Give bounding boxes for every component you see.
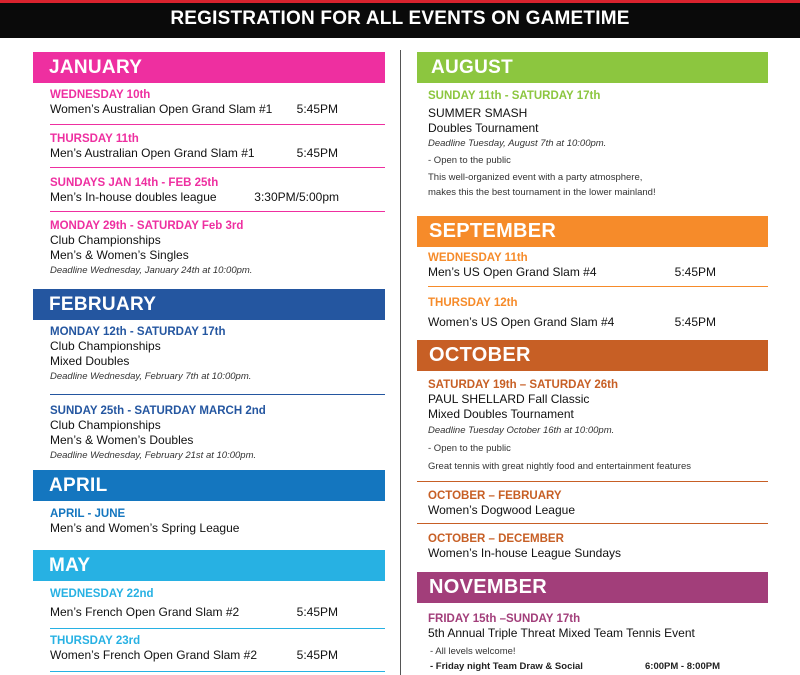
event-line: SUMMER SMASH xyxy=(428,106,528,120)
event-title: Men’s Australian Open Grand Slam #1 xyxy=(50,146,255,160)
event-date: WEDNESDAY 22nd xyxy=(50,588,154,600)
event-line: PAUL SHELLARD Fall Classic xyxy=(428,392,590,406)
event-note: makes this the best tournament in the lower mainland! xyxy=(428,187,656,198)
event-separator xyxy=(428,286,768,287)
event-date: SUNDAY 25th - SATURDAY MARCH 2nd xyxy=(50,405,266,417)
event-title: Men’s US Open Grand Slam #4 xyxy=(428,265,597,279)
event-title: Men’s and Women’s Spring League xyxy=(50,521,240,535)
event-note: - Friday night Team Draw & Social xyxy=(430,661,583,672)
event-title: 5th Annual Triple Threat Mixed Team Tennis Event xyxy=(428,626,695,640)
event-deadline: Deadline Wednesday, February 21st at 10:00pm. xyxy=(50,450,257,461)
event-date: SUNDAYS JAN 14th - FEB 25th xyxy=(50,177,219,189)
event-apr-spring-league xyxy=(33,507,385,536)
event-title: Women’s In-house League Sundays xyxy=(428,546,622,560)
page-title: REGISTRATION FOR ALL EVENTS ON GAMETIME xyxy=(170,8,630,29)
event-date: MONDAY 29th - SATURDAY Feb 3rd xyxy=(50,220,244,232)
event-note: - Open to the public xyxy=(428,443,511,454)
month-header-april: APRIL xyxy=(33,470,385,501)
event-title: Women’s US Open Grand Slam #4 xyxy=(428,315,615,329)
month-header-august: AUGUST xyxy=(417,52,768,83)
event-title: Women’s Australian Open Grand Slam #1 xyxy=(50,102,273,116)
event-feb-doubles xyxy=(33,404,385,463)
event-date: MONDAY 12th - SATURDAY 17th xyxy=(50,326,226,338)
event-time: 5:45PM xyxy=(674,315,716,329)
event-time: 5:45PM xyxy=(296,146,338,160)
event-deadline: Deadline Wednesday, January 24th at 10:00pm. xyxy=(50,265,253,276)
event-separator xyxy=(50,124,385,125)
event-date: SATURDAY 19th – SATURDAY 26th xyxy=(428,379,619,391)
month-header-january: JANUARY xyxy=(33,52,385,83)
event-title: Men’s In-house doubles league xyxy=(50,190,217,204)
event-date: WEDNESDAY 10th xyxy=(50,89,151,101)
event-date: APRIL - JUNE xyxy=(50,508,126,520)
event-separator xyxy=(50,394,385,395)
event-separator xyxy=(417,523,768,524)
event-line: Club Championships xyxy=(50,418,161,432)
top-accent-line xyxy=(0,0,800,3)
month-header-october: OCTOBER xyxy=(417,340,768,371)
month-header-may: MAY xyxy=(33,550,385,581)
event-title: Men’s French Open Grand Slam #2 xyxy=(50,605,240,619)
event-aug-summer-smash xyxy=(417,89,768,200)
event-sep-12 xyxy=(417,296,768,330)
event-time: 5:45PM xyxy=(296,648,338,662)
event-note: - All levels welcome! xyxy=(430,646,516,657)
event-separator xyxy=(417,481,768,482)
event-line: Men’s & Women’s Singles xyxy=(50,248,189,262)
column-divider xyxy=(400,50,401,675)
top-banner xyxy=(0,0,800,38)
event-separator xyxy=(50,628,385,629)
event-date: SUNDAY 11th - SATURDAY 17th xyxy=(428,90,601,102)
event-line: Mixed Doubles xyxy=(50,354,130,368)
event-jan-sundays xyxy=(33,176,385,205)
event-may-22 xyxy=(33,587,385,620)
month-header-february: FEBRUARY xyxy=(33,289,385,320)
event-time: 5:45PM xyxy=(674,265,716,279)
event-jan-10 xyxy=(33,88,385,117)
event-date: THURSDAY 23rd xyxy=(50,635,141,647)
event-jan-11 xyxy=(33,132,385,161)
event-date: THURSDAY 11th xyxy=(50,133,139,145)
event-feb-mixed xyxy=(33,325,385,384)
event-deadline: Deadline Tuesday, August 7th at 10:00pm. xyxy=(428,138,607,149)
event-oct-dogwood xyxy=(417,489,768,518)
event-date: THURSDAY 12th xyxy=(428,297,518,309)
event-sep-11 xyxy=(417,251,768,280)
event-line: Doubles Tournament xyxy=(428,121,539,135)
event-time: 3:30PM/5:00pm xyxy=(254,190,339,204)
event-jan-championships xyxy=(33,219,385,278)
event-title: Women’s French Open Grand Slam #2 xyxy=(50,648,257,662)
event-line: Mixed Doubles Tournament xyxy=(428,407,574,421)
month-header-september: SEPTEMBER xyxy=(417,216,768,247)
event-note: - Open to the public xyxy=(428,155,511,166)
event-oct-in-house xyxy=(417,532,768,561)
event-separator xyxy=(50,671,385,672)
event-oct-fall-classic xyxy=(417,378,768,474)
event-date: FRIDAY 15th –SUNDAY 17th xyxy=(428,613,581,625)
event-date: OCTOBER – FEBRUARY xyxy=(428,490,562,502)
event-time: 5:45PM xyxy=(296,102,338,116)
event-deadline: Deadline Wednesday, February 7th at 10:00pm. xyxy=(50,371,252,382)
event-nov-triple-threat xyxy=(417,612,768,674)
event-deadline: Deadline Tuesday October 16th at 10:00pm. xyxy=(428,425,615,436)
event-title: Women’s Dogwood League xyxy=(428,503,575,517)
event-separator xyxy=(50,167,385,168)
event-note-time: 6:00PM - 8:00PM xyxy=(645,661,720,672)
event-time: 5:45PM xyxy=(296,605,338,619)
event-may-23 xyxy=(33,634,385,663)
event-date: OCTOBER – DECEMBER xyxy=(428,533,564,545)
event-line: Club Championships xyxy=(50,233,161,247)
event-note: This well-organized event with a party atmosphere, xyxy=(428,172,643,183)
event-line: Club Championships xyxy=(50,339,161,353)
month-header-november: NOVEMBER xyxy=(417,572,768,603)
event-line: Men’s & Women’s Doubles xyxy=(50,433,194,447)
event-separator xyxy=(50,211,385,212)
event-note: Great tennis with great nightly food and entertainment features xyxy=(428,461,691,472)
event-date: WEDNESDAY 11th xyxy=(428,252,528,264)
